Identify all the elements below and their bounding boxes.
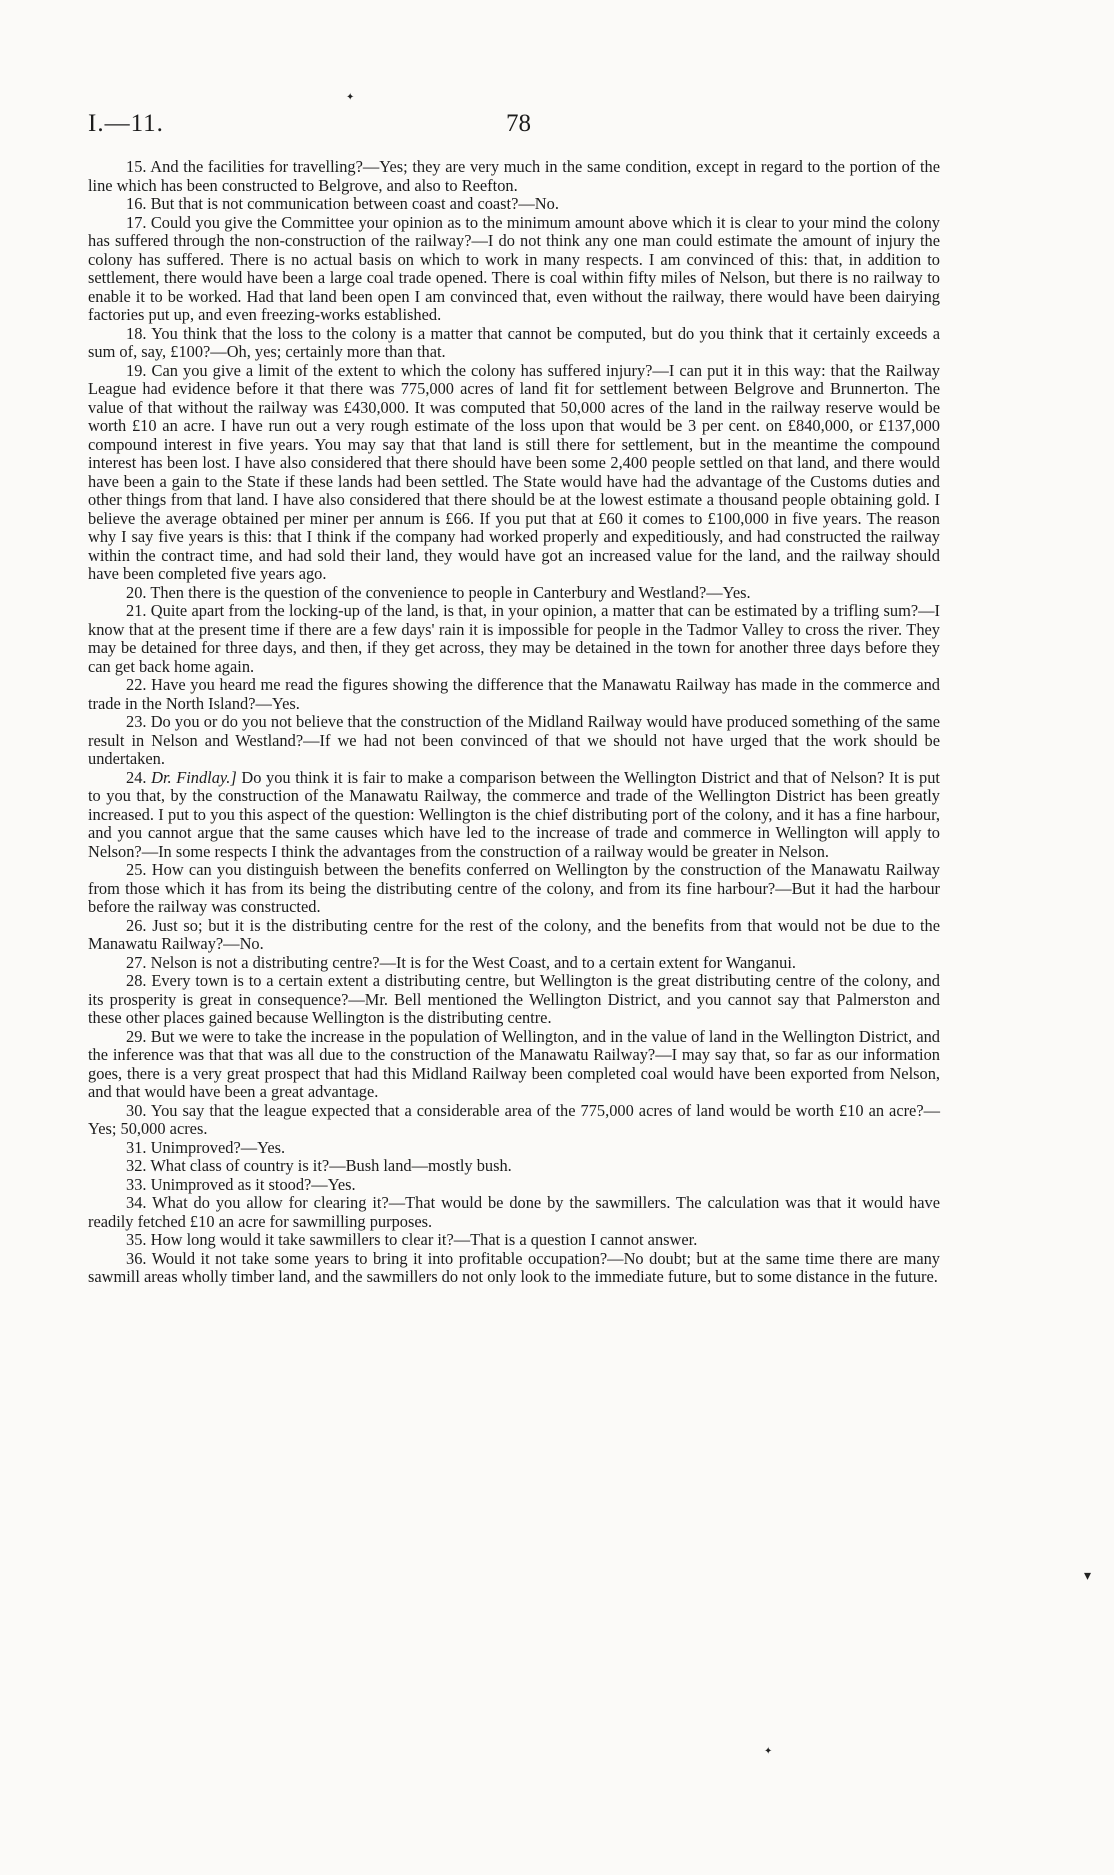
question-paragraph — [88, 769, 940, 862]
question-number: 32. — [126, 1156, 147, 1175]
question-number: 34. — [126, 1193, 147, 1212]
question-text: What do you allow for clearing it?—That would be done by the sawmillers. The calculation was that it would have readily fetched £10 an acre for sawmilling purposes. — [88, 1193, 940, 1231]
question-paragraph — [88, 195, 940, 214]
question-number: 22. — [126, 675, 147, 694]
question-paragraph — [88, 214, 940, 325]
page-number: 78 — [506, 110, 531, 137]
question-number: 21. — [126, 601, 147, 620]
question-paragraph — [88, 362, 940, 584]
ink-speck: ▾ — [1084, 1569, 1092, 1584]
question-text: Nelson is not a distributing centre?—It is for the West Coast, and to a certain extent for Wanganui. — [150, 952, 796, 972]
question-number: 23. — [126, 712, 147, 731]
testimony-text — [88, 158, 940, 1287]
question-number: 29. — [126, 1026, 147, 1046]
question-paragraph — [88, 1194, 940, 1231]
question-paragraph — [88, 972, 940, 1028]
question-text: But we were to take the increase in the population of Wellington, and in the value of land in the Wellington District, and the inference was that that was all due to the construction of the Manawatu Railway?—I may say that, so far as our information goes, there is a very great prospect that had this Midland Railway been completed coal would have been exported from Nelson, and that would have been a great advantage. — [88, 1026, 940, 1101]
question-number: 31. — [126, 1137, 147, 1157]
question-paragraph — [88, 1157, 940, 1176]
question-paragraph — [88, 158, 940, 195]
question-text: Just so; but it is the distributing centre for the rest of the colony, and the benefits from that would not be due to the Manawatu Railway?—No. — [88, 915, 940, 953]
question-paragraph — [88, 1028, 940, 1102]
question-number: 27. — [126, 952, 147, 972]
question-paragraph — [88, 917, 940, 954]
question-number: 30. — [126, 1100, 147, 1120]
question-text: Every town is to a certain extent a distributing centre, but Wellington is the great distributing centre of the colony, and its prosperity is great in consequence?—Mr. Bell mentioned the Wellington District, and you cannot say that Palmerston and these other places gained because Wellington is the distributing centre. — [88, 971, 940, 1027]
question-text: Can you give a limit of the extent to which the colony has suffered injury?—I can put it in this way: that the Railway League had evidence before it that there was 775,000 acres of land fit for settlement between Belgrove and Brunnerton. The value of that without the railway was £430,000. It was computed that 50,000 acres of the land in the railway reserve would be worth £10 an acre. I have run out a very rough estimate of the loss upon that would be 3 per cent. on £840,000, or £137,000 compound interest in five years. You may say that that land is still there for settlement, but in the meantime the compound interest has been lost. I have also considered that there should have been some 2,400 people settled on that land, and there would have been a gain to the State if these lands had been settled. The State would have had the advantage of the Customs duties and other things from that land. I have also considered that there should be at the lowest estimate a thousand people obtaining gold. I believe the average obtained per miner per annum is £66. If you put that at £60 it comes to £100,000 in five years. The reason why I say five years is this: that I think if the company had worked properly and expeditiously, and had constructed the railway within the contract time, and had sold their land, they would have got an increased value for the land, and the railway should have been completed five years ago. — [88, 360, 940, 583]
ink-speck: ✦ — [346, 92, 355, 103]
question-text: Have you heard me read the figures showing the difference that the Manawatu Railway has made in the commerce and trade in the North Island?—Yes. — [88, 675, 940, 713]
question-number: 18. — [126, 323, 147, 343]
question-paragraph — [88, 676, 940, 713]
question-paragraph — [88, 1139, 940, 1158]
question-paragraph — [88, 602, 940, 676]
question-text: Do you or do you not believe that the construction of the Midland Railway would have produced something of the same result in Nelson and Westland?—If we had not been convinced of that we should not have urged that the work should be undertaken. — [88, 712, 940, 768]
question-text: What class of country is it?—Bush land—mostly bush. — [150, 1156, 512, 1175]
question-text: You think that the loss to the colony is a matter that cannot be computed, but do you think that it certainly exceeds a sum of, say, £100?—Oh, yes; certainly more than that. — [88, 323, 940, 361]
document-reference: I.—11. — [88, 110, 164, 137]
question-text: And the facilities for travelling?—Yes; they are very much in the same condition, except in regard to the portion of the line which has been constructed to Belgrove, and also to Reefton. — [88, 157, 940, 195]
question-text: How can you distinguish between the benefits conferred on Wellington by the construction of the Manawatu Railway from those which it has from its being the distributing centre of the colony, and from its fine harbour?—But it had the harbour before the railway was constructed. — [88, 860, 940, 916]
question-number: 36. — [126, 1248, 147, 1268]
question-text: Unimproved as it stood?—Yes. — [150, 1174, 356, 1194]
question-text: Do you think it is fair to make a comparison between the Wellington District and that of Nelson? It is put to you that, by the construction of the Manawatu Railway, the commerce and trade of the Wellington District has been greatly increased. I put to you this aspect of the question: Wellington is the chief distributing port of the colony, and it has a fine harbour, and you cannot argue that the same causes which have led to the increase of trade and commerce in Wellington will apply to Nelson?—In some respects I think the advantages from the construction of a railway would be greater in Nelson. — [88, 767, 940, 861]
question-paragraph — [88, 325, 940, 362]
question-number: 35. — [126, 1230, 147, 1249]
question-paragraph — [88, 1176, 940, 1195]
question-paragraph — [88, 1102, 940, 1139]
question-text: But that is not communication between coast and coast?—No. — [150, 194, 559, 213]
question-text: You say that the league expected that a considerable area of the 775,000 acres of land would be worth £10 an acre?—Yes; 50,000 acres. — [88, 1100, 940, 1138]
question-text: Could you give the Committee your opinion as to the minimum amount above which it is clear to your mind the colony has suffered through the non-construction of the railway?—I do not think any one man could estimate the amount of injury the colony has suffered. There is no actual basis on which to work in many respects. I am convinced of this: that, in addition to settlement, there would have been a large coal trade opened. There is coal within fifty miles of Nelson, but there is no railway to enable it to be worked. Had that land been open I am convinced that, even without the railway, there would have been dairying factories put up, and even freezing-works established. — [88, 212, 940, 324]
page-header — [88, 110, 1028, 146]
question-number: 28. — [126, 971, 147, 990]
question-paragraph — [88, 584, 940, 603]
ink-speck: ✦ — [764, 1746, 773, 1757]
question-number: 15. — [126, 157, 147, 176]
question-paragraph — [88, 713, 940, 769]
question-text: Then there is the question of the convenience to people in Canterbury and Westland?—Yes. — [150, 582, 751, 602]
speaker-label: Dr. Findlay.] — [151, 767, 237, 787]
question-paragraph — [88, 954, 940, 973]
question-number: 33. — [126, 1174, 147, 1194]
question-text: How long would it take sawmillers to clear it?—That is a question I cannot answer. — [150, 1230, 698, 1249]
question-number: 25. — [126, 860, 147, 879]
question-text: Unimproved?—Yes. — [150, 1137, 286, 1157]
question-number: 16. — [126, 194, 147, 213]
question-number: 20. — [126, 582, 147, 602]
question-paragraph — [88, 1231, 940, 1250]
question-paragraph — [88, 1250, 940, 1287]
question-number: 24. — [126, 767, 147, 787]
question-text: Would it not take some years to bring it into profitable occupation?—No doubt; but at the same time there are many sawmill areas wholly timber land, and the sawmillers do not only look to the immediate future, but to some distance in the future. — [88, 1248, 940, 1286]
question-number: 19. — [126, 360, 147, 380]
question-number: 26. — [126, 915, 147, 935]
question-paragraph — [88, 861, 940, 917]
question-number: 17. — [126, 212, 147, 232]
question-text: Quite apart from the locking-up of the land, is that, in your opinion, a matter that can be estimated by a trifling sum?—I know that at the present time if there are a few days' rain it is impossible for people in the Tadmor Valley to cross the river. They may be detained for three days, and then, if they get across, they may be detained in the town for another three days before they can get back home again. — [88, 601, 940, 676]
